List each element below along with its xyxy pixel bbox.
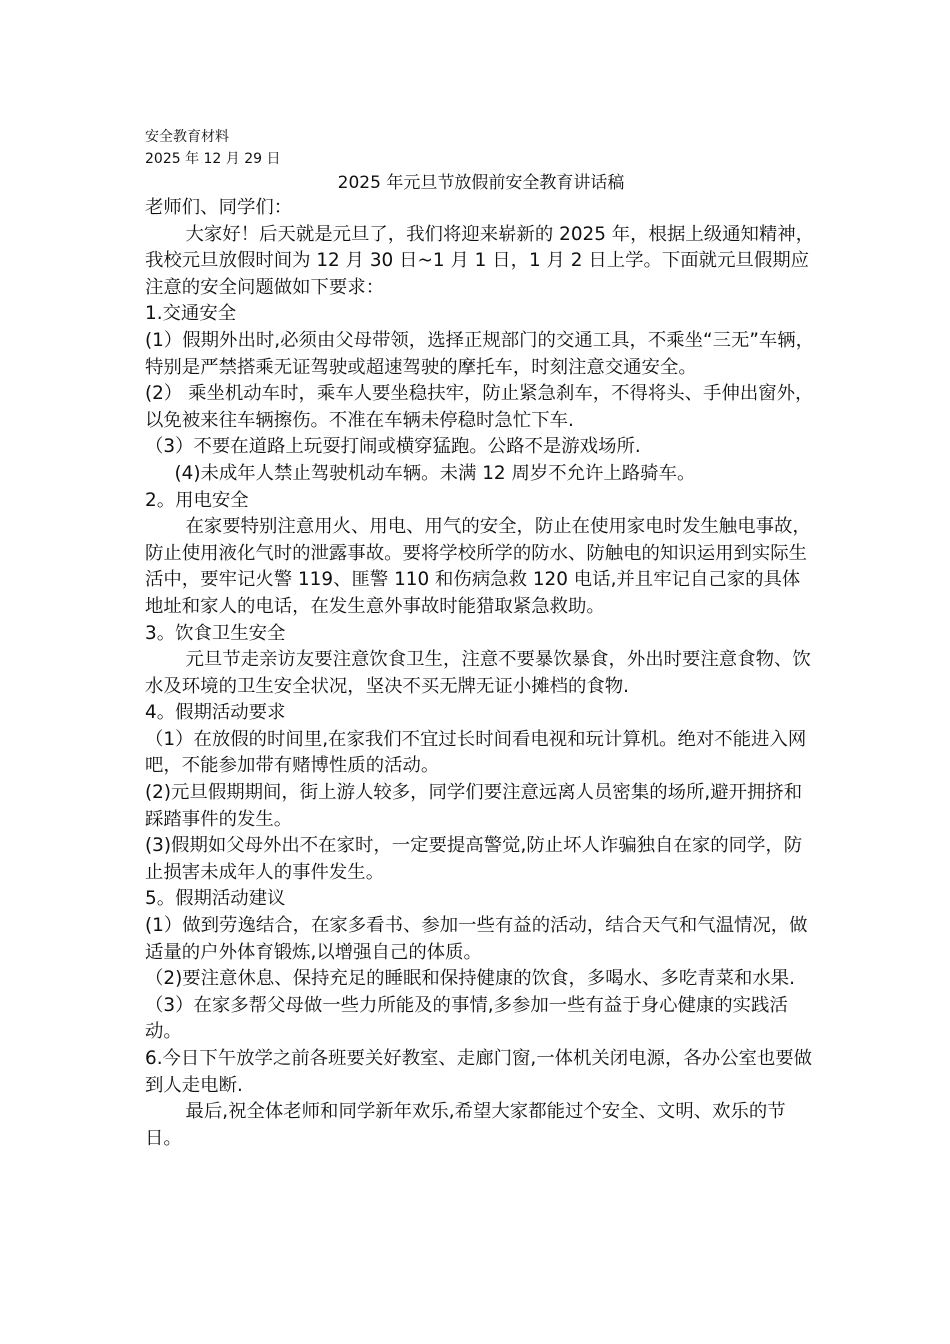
closing-rule-paragraph: 6.今日下午放学之前各班要关好教室、走廊门窗,一体机关闭电源，各办公室也要做到人走电断. <box>145 1048 813 1096</box>
intro-paragraph: 大家好！后天就是元旦了，我们将迎来崭新的 2025 年，根据上级通知精神，我校元旦放假时间为 12 月 30 日~1 月 1 日，1 月 2 日上学。下面就元旦假期应注意的安全问题做如下要求： <box>145 223 815 298</box>
activity-req-item-2: (2)元旦假期期间，街上游人较多，同学们要注意远离人员密集的场所,避开拥挤和踩踏事件的发生。 <box>145 782 803 830</box>
document-body <box>145 195 817 1152</box>
traffic-item-2: (2） 乘坐机动车时，乘车人要坐稳扶牢，防止紧急刹车，不得将头、手伸出窗外，以免被来往车辆擦伤。不准在车辆未停稳时急忙下车. <box>145 383 814 431</box>
electric-paragraph: 在家要特别注意用火、用电、用气的安全，防止在使用家电时发生触电事故，防止使用液化气时的泄露事故。要将学校所学的防水、防触电的知识运用到实际生活中，要牢记火警 119、匪警 110 和伤病急救 120 电话,并且牢记自己家的具体地址和家人的电话，在发生意外事故时能猎取紧急救助。 <box>145 516 811 617</box>
traffic-item-3: （3）不要在道路上玩耍打闹或横穿猛跑。公路不是游戏场所. <box>145 436 641 458</box>
section-heading-activity-requirements: 4。假期活动要求 <box>145 702 286 724</box>
activity-adv-item-2: （2)要注意休息、保持充足的睡眠和保持健康的饮食，多喝水、多吃青菜和水果. <box>145 968 796 990</box>
document-date: 2025 年 12 月 29 日 <box>145 151 281 167</box>
food-paragraph: 元旦节走亲访友要注意饮食卫生，注意不要暴饮暴食，外出时要注意食物、饮水及环境的卫生安全状况，坚决不买无牌无证小摊档的食物. <box>145 649 811 697</box>
section-heading-activity-advice: 5。假期活动建议 <box>145 888 286 910</box>
section-heading-traffic: 1.交通安全 <box>145 303 237 325</box>
document-title: 2025 年元旦节放假前安全教育讲话稿 <box>337 173 625 193</box>
traffic-item-1: (1）假期外出时,必须由父母带领，选择正规部门的交通工具，不乘坐“三无”车辆，特别是严禁搭乘无证驾驶或超速驾驶的摩托车，时刻注意交通安全。 <box>145 329 815 378</box>
greeting: 老师们、同学们： <box>145 197 293 218</box>
document-page <box>145 126 817 1152</box>
activity-req-item-1: （1）在放假的时间里,在家我们不宜过长时间看电视和玩计算机。绝对不能进入网吧，不能参加带有赌博性质的活动。 <box>145 728 807 777</box>
section-heading-food: 3。饮食卫生安全 <box>145 622 286 644</box>
section-heading-electric: 2。用电安全 <box>145 489 249 511</box>
traffic-item-4: (4)未成年人禁止驾驶机动车辆。未满 12 周岁不允许上路骑车。 <box>174 462 696 484</box>
closing-paragraph: 最后,祝全体老师和同学新年欢乐,希望大家都能过个安全、文明、欢乐的节日。 <box>145 1101 786 1149</box>
activity-adv-item-3: （3）在家多帮父母做一些力所能及的事情,多参加一些有益于身心健康的实践活动。 <box>145 994 788 1043</box>
document-category: 安全教育材料 <box>145 129 229 145</box>
activity-req-item-3: (3)假期如父母外出不在家时，一定要提高警觉,防止坏人诈骗独自在家的同学，防止损害未成年人的事件发生。 <box>145 835 803 883</box>
activity-adv-item-1: (1）做到劳逸结合，在家多看书、参加一些有益的活动，结合天气和气温情况，做适量的户外体育锻炼,以增强自己的体质。 <box>145 915 808 963</box>
